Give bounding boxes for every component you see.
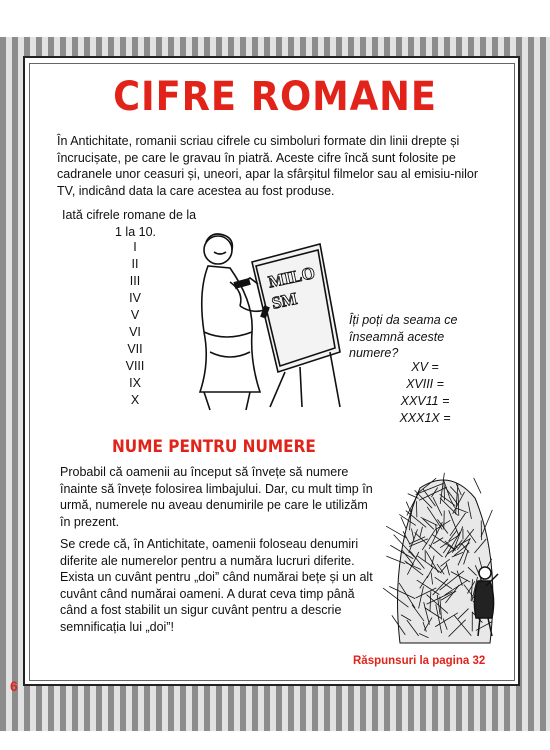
page-number: 6 <box>10 678 18 694</box>
paragraph-2: Se crede că, în Antichitate, oamenii foloseau denumiri diferite ale numerelor pentru a număra lucruri diferite. Exista un cuvânt pentru „doi” când numărai bețe și un alt cuvânt când numărai oameni. A durat ceva timp până când a fost stabilit un sigur cuvânt pentru a descrie semnificația lui „doi”! <box>60 537 373 634</box>
numeral-item: VI <box>129 325 141 339</box>
numeral-item: VII <box>127 342 143 356</box>
answer-item: XXX1X = <box>399 411 451 425</box>
answer-item: XXV11 = <box>400 394 450 408</box>
numeral-item: IV <box>129 291 141 305</box>
question-text: Îți poți da seama ce înseamnă aceste numere? <box>349 313 458 360</box>
numeral-item: II <box>131 257 139 271</box>
section-subtitle: NUME PENTRU NUMERE <box>112 437 316 457</box>
numeral-item: IX <box>129 376 141 390</box>
numerals-lead-line1: Iată cifrele romane de la <box>62 208 197 222</box>
numerals-lead-line2: 1 la 10. <box>115 225 157 239</box>
answer-item: XV = <box>411 360 439 374</box>
numeral-item: X <box>130 393 140 407</box>
answers-list <box>380 359 470 427</box>
numeral-item: III <box>129 274 141 288</box>
roman-numerals-list <box>110 239 160 409</box>
numeral-item: V <box>130 308 140 322</box>
answers-reference: Răspunsuri la pagina 32 <box>353 655 486 667</box>
numeral-item: I <box>133 240 137 254</box>
tablet-text-line2: SM <box>270 288 299 313</box>
intro-paragraph: În Antichitate, romanii scriau cifrele cu simboluri formate din linii drepte și încrucișate, pe care le gravau în piatră. Aceste cifre încă sunt folosite pe cadranele unor ceasuri și, uneori, apar la sfârșitul filmelor sau al emisiu-nilor TV, indicând data la care acestea au fost produse. <box>57 134 479 198</box>
numeral-item: VIII <box>125 359 145 373</box>
page-title: CIFRE ROMANE <box>113 74 437 120</box>
paragraph-1: Probabil că oamenii au început să învețe să numere înainte să învețe folosirea limbajului. Dar, cu mult timp în urmă, numerele nu aveau denumirile pe care le utilizăm în prezent. <box>60 465 373 529</box>
roman-stonecarver-illustration <box>190 222 350 412</box>
tablet-text-line1: MILO <box>266 263 317 292</box>
answer-item: XVIII = <box>406 377 444 391</box>
stick-pile-illustration <box>380 468 510 648</box>
